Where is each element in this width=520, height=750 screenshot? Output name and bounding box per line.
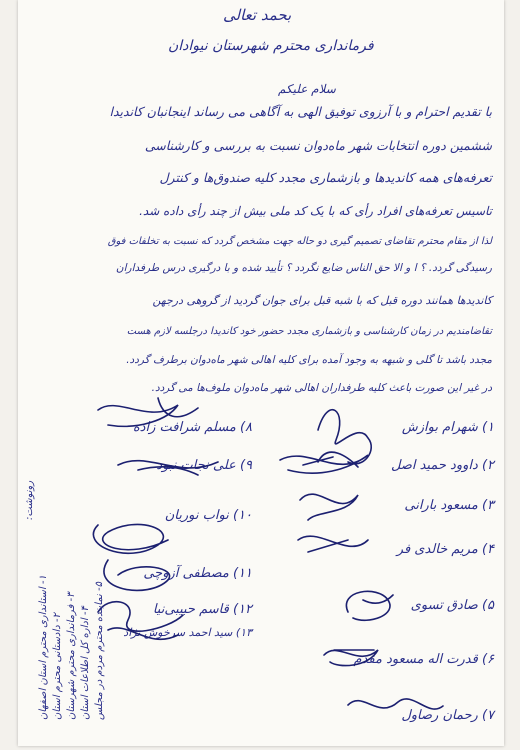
signatory-6: ۶) قدرت اله مسعود مقدم (353, 652, 494, 667)
body-line: با تقدیم احترام و با آرزوی توفیق الهی به آگاهی می رساند اینجانبان کاندیدا (109, 104, 492, 119)
signatory-4: ۴) مریم خالدی فر (396, 542, 494, 557)
body-line: رسیدگی گردد. ؟ ا و الا حق الناس ضایع نگردد ؟ تأیید شده و با درگیری درس طرفداران (115, 262, 492, 274)
body-line: تعرفه‌های همه کاندیدها و بازشماری مجدد کلیه صندوق‌ها و کنترل (159, 170, 492, 185)
signatory-2: ۲) داوود حمید اصل (390, 458, 494, 473)
margin-note: ۳- فرمانداری محترم شهرستان (66, 592, 77, 720)
greeting: سلام علیکم (278, 82, 336, 96)
signatory-8: ۸) مسلم شرافت زاده (132, 420, 252, 435)
signatory-7: ۷) رحمان رصاول (401, 708, 494, 723)
body-line: در غیر این صورت باعث کلیه طرفداران اهالی شهر ماه‌دوان ملوف‌ها می گردد. (151, 382, 492, 394)
body-line: مجدد باشد تا گلی و شبهه به وجود آمده برای کلیه اهالی شهر ماه‌دوان برطرف گردد. (126, 354, 492, 366)
body-line: تاسیس تعرفه‌های افراد رأی که با یک کد ملی بیش از چند رأی داده شد. (139, 204, 492, 218)
signatory-10: ۱۰) نواب نوریان (164, 508, 252, 523)
heading: بحمد تعالی (223, 6, 292, 24)
signatory-3: ۳) مسعود بارانی (404, 498, 494, 513)
letter-paper (18, 0, 504, 746)
margin-note: ۵- نماینده محترم مردم در مجلس (94, 582, 105, 720)
margin-note: رونوشت: (24, 480, 35, 520)
signatory-13: ۱۳) سید احمد سرخوش نژاد (123, 626, 252, 639)
body-line: تقاضامندیم در زمان کارشناسی و بازشماری مجدد حضور خود کاندیدا درجلسه لازم هست (126, 326, 492, 337)
body-line: لذا از مقام محترم تقاضای تصمیم گیری دو حاله جهت مشخص گردد که نسبت به تخلفات فوق (107, 236, 492, 247)
addressee: فرمانداری محترم شهرستان نیوادان (168, 38, 374, 54)
margin-note: ۲- دادستانی محترم استان (52, 613, 63, 720)
body-line: ششمین دوره انتخابات شهر ماه‌دوان نسبت به بررسی و کارشناسی (144, 138, 492, 153)
signatory-9: ۹) علی نجات نبود (156, 458, 252, 473)
body-line: کاندیدها همانند دوره قبل که با شبه قبل برای جوان گردید از گروهی درجهن (152, 294, 492, 307)
signatory-5: ۵) صادق تسوی (410, 598, 494, 613)
signatory-11: ۱۱) مصطفی آزوچی (143, 566, 252, 581)
margin-note: ۴- اداره کل اطلاعات استان (80, 606, 91, 720)
signatory-12: ۱۲) قاسم حبیبی‌نیا (152, 602, 252, 617)
margin-note: ۱- استانداری محترم استان اصفهان (38, 575, 49, 720)
signatory-1: ۱) شهرام بوازش (401, 420, 494, 435)
